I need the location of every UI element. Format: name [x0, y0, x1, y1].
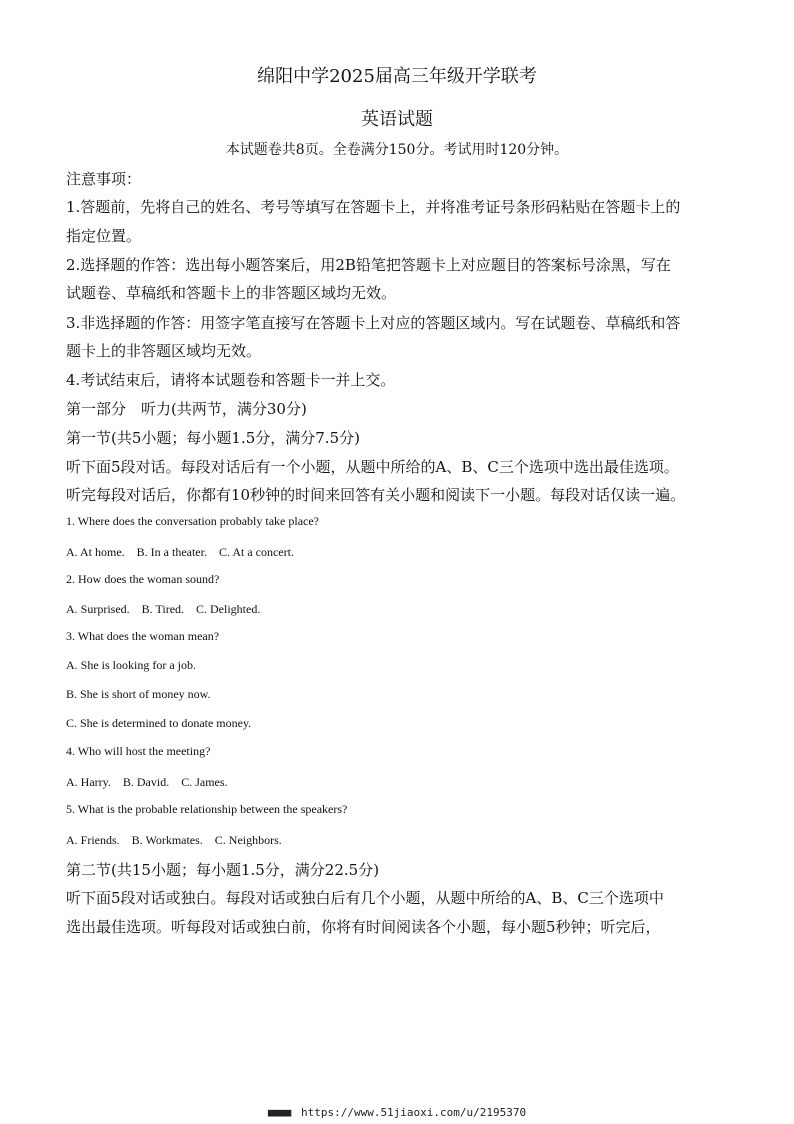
- question-1-options: A. At home. B. In a theater. C. At a concert.: [66, 545, 294, 559]
- question-5: 5. What is the probable relationship between the speakers?: [66, 802, 348, 816]
- note-2-line-2: 试题卷、草稿纸和答题卡上的非答题区域均无效。: [66, 284, 397, 302]
- question-1: 1. Where does the conversation probably take place?: [66, 514, 320, 528]
- section1-heading: 第一节(共5小题；每小题1.5分，满分7.5分): [66, 429, 360, 447]
- section2-instruction-line-2: 选出最佳选项。听每段对话或独白前，你将有时间阅读各个小题，每小题5秒钟；听完后，: [66, 918, 661, 936]
- question-4-options: A. Harry. B. David. C. James.: [66, 775, 228, 789]
- question-2-options: A. Surprised. B. Tired. C. Delighted.: [66, 602, 261, 616]
- section1-instruction-line-2: 听完每段对话后，你都有10秒钟的时间来回答有关小题和阅读下一小题。每段对话仅读一遍。: [66, 486, 686, 504]
- note-4: 4.考试结束后，请将本试题卷和答题卡一并上交。: [66, 371, 396, 389]
- part1-heading: 第一部分 听力(共两节，满分30分): [66, 400, 307, 418]
- question-3-option-c: C. She is determined to donate money.: [66, 716, 252, 730]
- note-1-line-1: 1.答题前，先将自己的姓名、考号等填写在答题卡上，并将准考证号条形码粘贴在答题卡上的: [66, 198, 681, 216]
- footer-url-link[interactable]: https://www.51jiaoxi.com/u/2195370: [300, 1106, 527, 1119]
- footer-mark: ■■■■: [267, 1106, 291, 1119]
- question-3: 3. What does the woman mean?: [66, 629, 220, 643]
- exam-title: 绵阳中学2025届高三年级开学联考: [257, 66, 537, 87]
- question-5-options: A. Friends. B. Workmates. C. Neighbors.: [66, 833, 282, 847]
- exam-info: 本试题卷共8页。全卷满分150分。考试用时120分钟。: [225, 142, 569, 158]
- section2-instruction-line-1: 听下面5段对话或独白。每段对话或独白后有几个小题，从题中所给的A、B、C三个选项中: [66, 889, 664, 907]
- note-1-line-2: 指定位置。: [66, 227, 142, 245]
- exam-subtitle: 英语试题: [361, 109, 433, 130]
- section1-instruction-line-1: 听下面5段对话。每段对话后有一个小题，从题中所给的A、B、C三个选项中选出最佳选项。: [66, 458, 679, 476]
- section2-heading: 第二节(共15小题；每小题1.5分，满分22.5分): [66, 861, 380, 879]
- notes-heading: 注意事项：: [66, 170, 142, 188]
- question-3-option-a: A. She is looking for a job.: [66, 658, 196, 672]
- question-2: 2. How does the woman sound?: [66, 572, 220, 586]
- footer: [0, 1106, 794, 1119]
- note-3-line-1: 3.非选择题的作答：用签字笔直接写在答题卡上对应的答题区域内。写在试题卷、草稿纸和答: [66, 314, 681, 332]
- note-2-line-1: 2.选择题的作答：选出每小题答案后，用2B铅笔把答题卡上对应题目的答案标号涂黑，写在: [66, 256, 671, 274]
- note-3-line-2: 题卡上的非答题区域均无效。: [66, 342, 262, 360]
- question-4: 4. Who will host the meeting?: [66, 744, 211, 758]
- question-3-option-b: B. She is short of money now.: [66, 687, 211, 701]
